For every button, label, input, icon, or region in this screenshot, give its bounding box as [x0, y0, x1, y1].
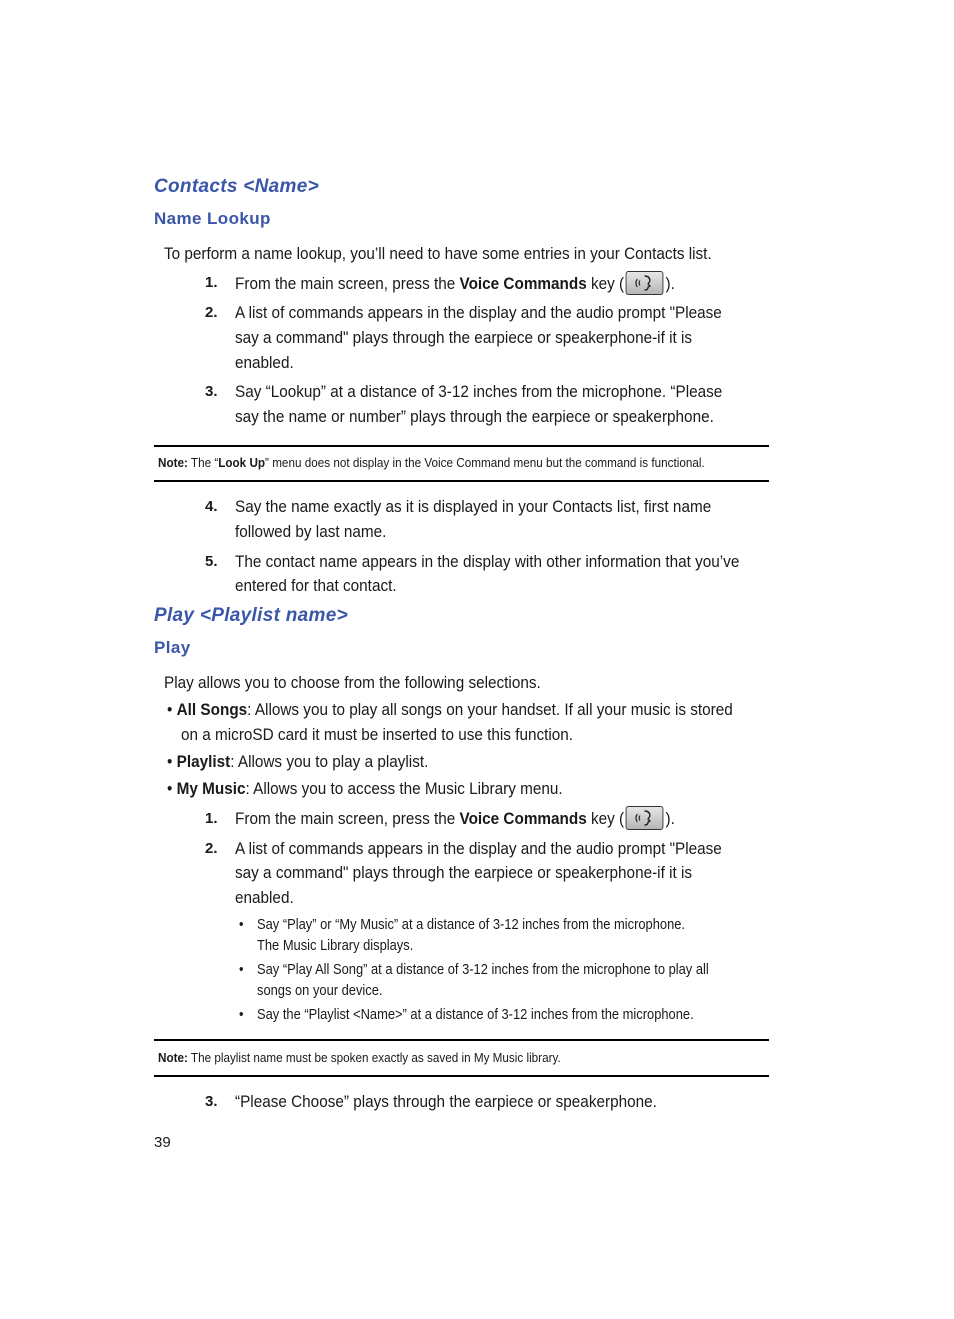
step-line: enabled. [235, 353, 294, 372]
bullet-item: • My Music: Allows you to access the Music Library menu. [167, 779, 563, 798]
step-text-pre: From the main screen, press the [235, 274, 460, 293]
subheading-play: Play [154, 638, 191, 657]
note-text: ” menu does not display in the Voice Command menu but the command is functional. [265, 455, 705, 470]
step-number: 3. [205, 383, 218, 400]
step-line: A list of commands appears in the display and the audio prompt "Please [235, 303, 722, 322]
sub-bullet-marker: • [239, 961, 244, 978]
step-line: Say “Lookup” at a distance of 3-12 inches from the microphone. “Please [235, 382, 723, 401]
bullet-text: : Allows you to access the Music Library menu. [245, 779, 563, 798]
step-number: 2. [205, 304, 218, 321]
section-heading-play-playlist: Play <Playlist name> [154, 605, 349, 626]
step-number: 1. [205, 810, 218, 827]
intro-text: Play allows you to choose from the following selections. [164, 673, 541, 692]
step-line: entered for that contact. [235, 576, 397, 595]
step-line: say the name or number” plays through the earpiece or speakerphone. [235, 407, 714, 426]
sub-bullet-line: The Music Library displays. [257, 937, 414, 954]
bullet-item: • Playlist: Allows you to play a playlist. [167, 752, 429, 771]
step-text [235, 271, 675, 296]
note-label: Note: [158, 455, 188, 470]
bullet-bold: All Songs [176, 700, 248, 719]
note-rule-bottom [154, 480, 769, 482]
step-line: enabled. [235, 888, 294, 907]
page-number: 39 [154, 1134, 171, 1151]
sub-bullet-line: Say “Play” or “My Music” at a distance of 3-12 inches from the microphone. [257, 916, 686, 933]
sub-bullet-line: Say “Play All Song” at a distance of 3-12 inches from the microphone to play all [257, 961, 709, 978]
step-number: 5. [205, 553, 218, 570]
step-line: say a command" plays through the earpiece or speakerphone-if it is [235, 328, 693, 347]
step-text-end: ). [665, 274, 675, 293]
section-heading-contacts: Contacts <Name> [154, 176, 320, 197]
step-text-bold: Voice Commands [459, 274, 587, 293]
voice-commands-key-icon [626, 806, 664, 830]
bullet-bold: My Music [176, 779, 246, 798]
step-text-key: key ( [586, 274, 625, 293]
step-text-bold: Voice Commands [459, 809, 587, 828]
bullet-item: • All Songs: Allows you to play all songs on your handset. If all your music is stored [167, 700, 733, 719]
note-bold: Look Up [218, 455, 266, 470]
sub-bullet-line: songs on your device. [257, 982, 383, 999]
note-text: The “ [187, 455, 219, 470]
note-box [158, 1050, 561, 1065]
note-rule-bottom [154, 1075, 769, 1077]
step-number: 3. [205, 1093, 218, 1110]
step-line: Say the name exactly as it is displayed in your Contacts list, first name [235, 497, 712, 516]
step-line: The contact name appears in the display with other information that you’ve [235, 552, 740, 571]
step-line: say a command" plays through the earpiece or speakerphone-if it is [235, 863, 693, 882]
step-number: 1. [205, 274, 218, 291]
note-rule-top [154, 1039, 769, 1041]
subheading-name-lookup: Name Lookup [154, 209, 271, 228]
sub-bullet-marker: • [239, 1006, 244, 1023]
step-line: “Please Choose” plays through the earpiece or speakerphone. [235, 1092, 657, 1111]
note-box [158, 455, 705, 470]
note-text: The playlist name must be spoken exactly as saved in My Music library. [187, 1050, 561, 1065]
step-line: A list of commands appears in the display and the audio prompt "Please [235, 839, 722, 858]
voice-commands-key-icon [626, 271, 664, 295]
step-text-end: ). [665, 809, 675, 828]
step-number: 4. [205, 498, 218, 515]
intro-text: To perform a name lookup, you’ll need to have some entries in your Contacts list. [164, 244, 712, 263]
step-text [235, 806, 675, 831]
bullet-bold: Playlist [176, 752, 231, 771]
bullet-text: : Allows you to play a playlist. [230, 752, 429, 771]
step-line: followed by last name. [235, 522, 387, 541]
bullet-continuation: on a microSD card it must be inserted to use this function. [181, 725, 574, 744]
step-number: 2. [205, 840, 218, 857]
note-label: Note: [158, 1050, 188, 1065]
step-text-key: key ( [586, 809, 625, 828]
sub-bullet-line: Say the “Playlist <Name>” at a distance of 3-12 inches from the microphone. [257, 1006, 694, 1023]
bullet-text: : Allows you to play all songs on your handset. If all your music is stored [247, 700, 733, 719]
note-rule-top [154, 445, 769, 447]
step-text-pre: From the main screen, press the [235, 809, 460, 828]
sub-bullet-marker: • [239, 916, 244, 933]
